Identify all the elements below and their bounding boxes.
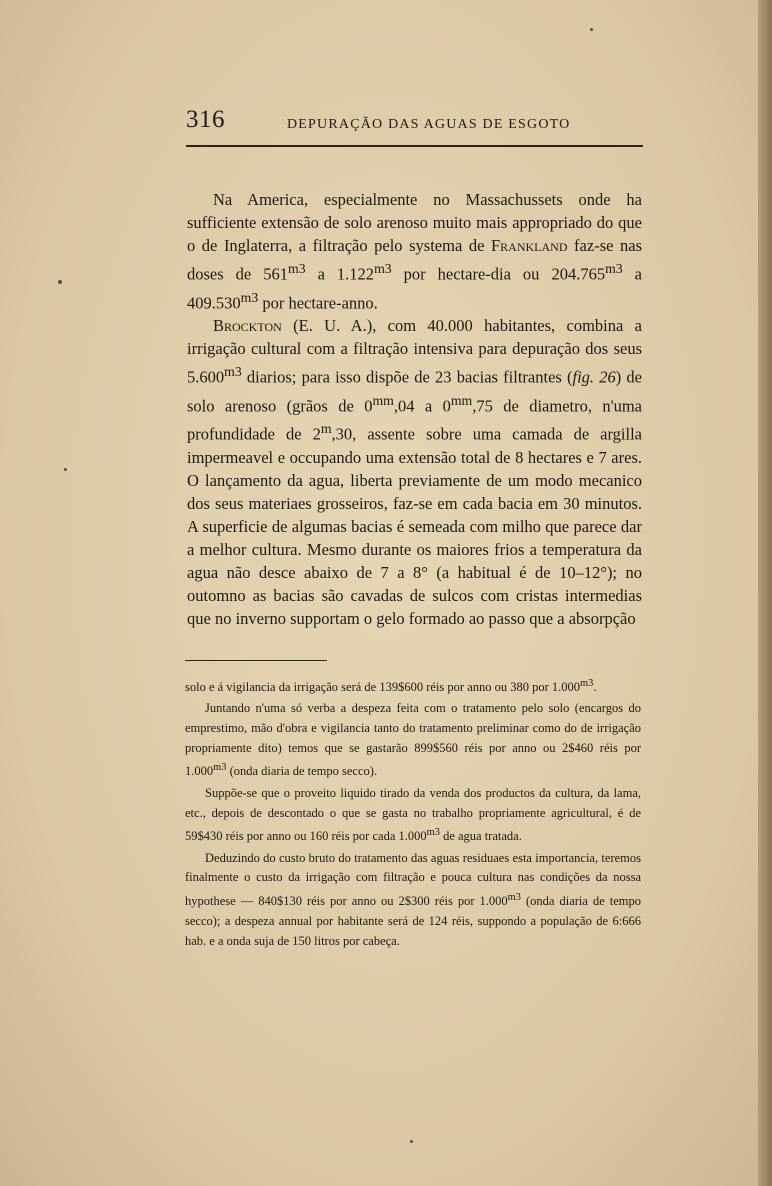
- unit-superscript: m3: [288, 261, 306, 276]
- footnotes: [185, 674, 641, 953]
- main-text: [187, 188, 642, 630]
- unit-superscript: m3: [507, 892, 521, 903]
- unit-superscript: m3: [240, 289, 259, 305]
- footnote: Deduzindo do custo bruto do tratamento das aguas residuaes esta importancia, teremos finalmente o custo da irrigação com filtração e pouca cultura nas condições da nossa hypothese — 840$130 réis por anno ou 2$300 réis por $1.000^{m3}$ (onda diaria de tempo secco); a despeza annual por habitante será de 124 réis, suppondo a população de 6:666 hab. e a onda suja de 150 litros por cabeça.: [185, 850, 641, 948]
- footnote: Juntando n'uma só verba a despeza feita com o tratamento pelo solo (encargos do emprestimo, mão d'obra e vigilancia tanto do tratamento preliminar como do de irrigação propriamente dito) temos que se gastarão 899$560 réis por anno ou 2$460 réis por $1.000^{m3}$ (onda diaria de tempo secco).: [185, 701, 641, 779]
- unit-superscript: m3: [426, 827, 440, 839]
- paper-speck: [58, 280, 62, 284]
- header-rule: [186, 145, 643, 147]
- unit-superscript: mm: [372, 392, 394, 408]
- unit-superscript: m3: [224, 364, 242, 379]
- author-name: Frankland: [490, 236, 568, 255]
- unit-superscript: m3: [213, 762, 227, 774]
- footnote: solo e á vigilancia da irrigação será de 139$600 réis por anno ou 380 por $1.000^{m3}$.: [185, 678, 597, 695]
- unit-superscript: mm: [450, 392, 473, 408]
- paper-speck: [64, 468, 67, 471]
- paragraph: Na America, especialmente no Massachussets onde ha sufficiente extensão de solo arenoso muito mais appropriado do que o de Inglaterra, a filtração pelo systema de Frankland faz-se nas doses de $561^{m3}$ a $1.122^{m3}$ por hectare-dia ou $204.765^{m3}$ a $409.530^{m3}$ por hectare-anno.: [187, 190, 642, 312]
- footnote-rule: [185, 660, 327, 661]
- figure-reference: fig. 26: [572, 367, 616, 387]
- paper-speck: [590, 28, 593, 31]
- unit-superscript: m3: [374, 261, 392, 276]
- page-edge-shadow: [758, 0, 772, 1186]
- page-number: 316: [186, 106, 225, 133]
- unit-superscript: m3: [580, 678, 594, 689]
- paragraph: Brockton (E. U. A.), com 40.000 habitantes, combina a irrigação cultural com a filtração intensiva para depuração dos seus $5.600^{m3}$ diarios; para isso dispõe de 23 bacias filtrantes (fig. 26) de solo arenoso (grãos de $0^{mm},04$ a $0^{mm},75$ de diametro, n'uma profundidade de 2$^m$,30, assente sobre uma camada de argilla impermeavel e occupando uma extensão total de 8 hectares e 7 ares. O lançamento da agua, liberta previamente de um modo mecanico dos seus materiaes grosseiros, faz-se em cada bacia em 30 minutos. A superficie de algumas bacias é semeada com milho que parece dar a melhor cultura. Mesmo durante os maiores frios a temperatura da agua não desce abaixo de 7 a 8° (a habitual é de 10–12°); no outomno as bacias são cavadas de sulcos com cristas intermedias que no inverno supportam o gelo formado ao passo que a absorpção: [187, 316, 643, 628]
- running-title: DEPURAÇÃO DAS AGUAS DE ESGOTO: [287, 117, 571, 132]
- footnote: Suppõe-se que o proveito liquido tirado da venda dos productos da cultura, da lama, etc., depois de descontado o que se gasta no trabalho propriamente agricultural, é de 59$430 réis por anno ou 160 réis por cada $1.000^{m3}$ de agua tratada.: [185, 785, 641, 844]
- place-name: Brockton: [213, 316, 282, 335]
- paper-speck: [410, 1140, 413, 1143]
- unit-superscript: m: [320, 421, 332, 436]
- unit-superscript: m3: [605, 261, 623, 276]
- page-header: [186, 106, 642, 142]
